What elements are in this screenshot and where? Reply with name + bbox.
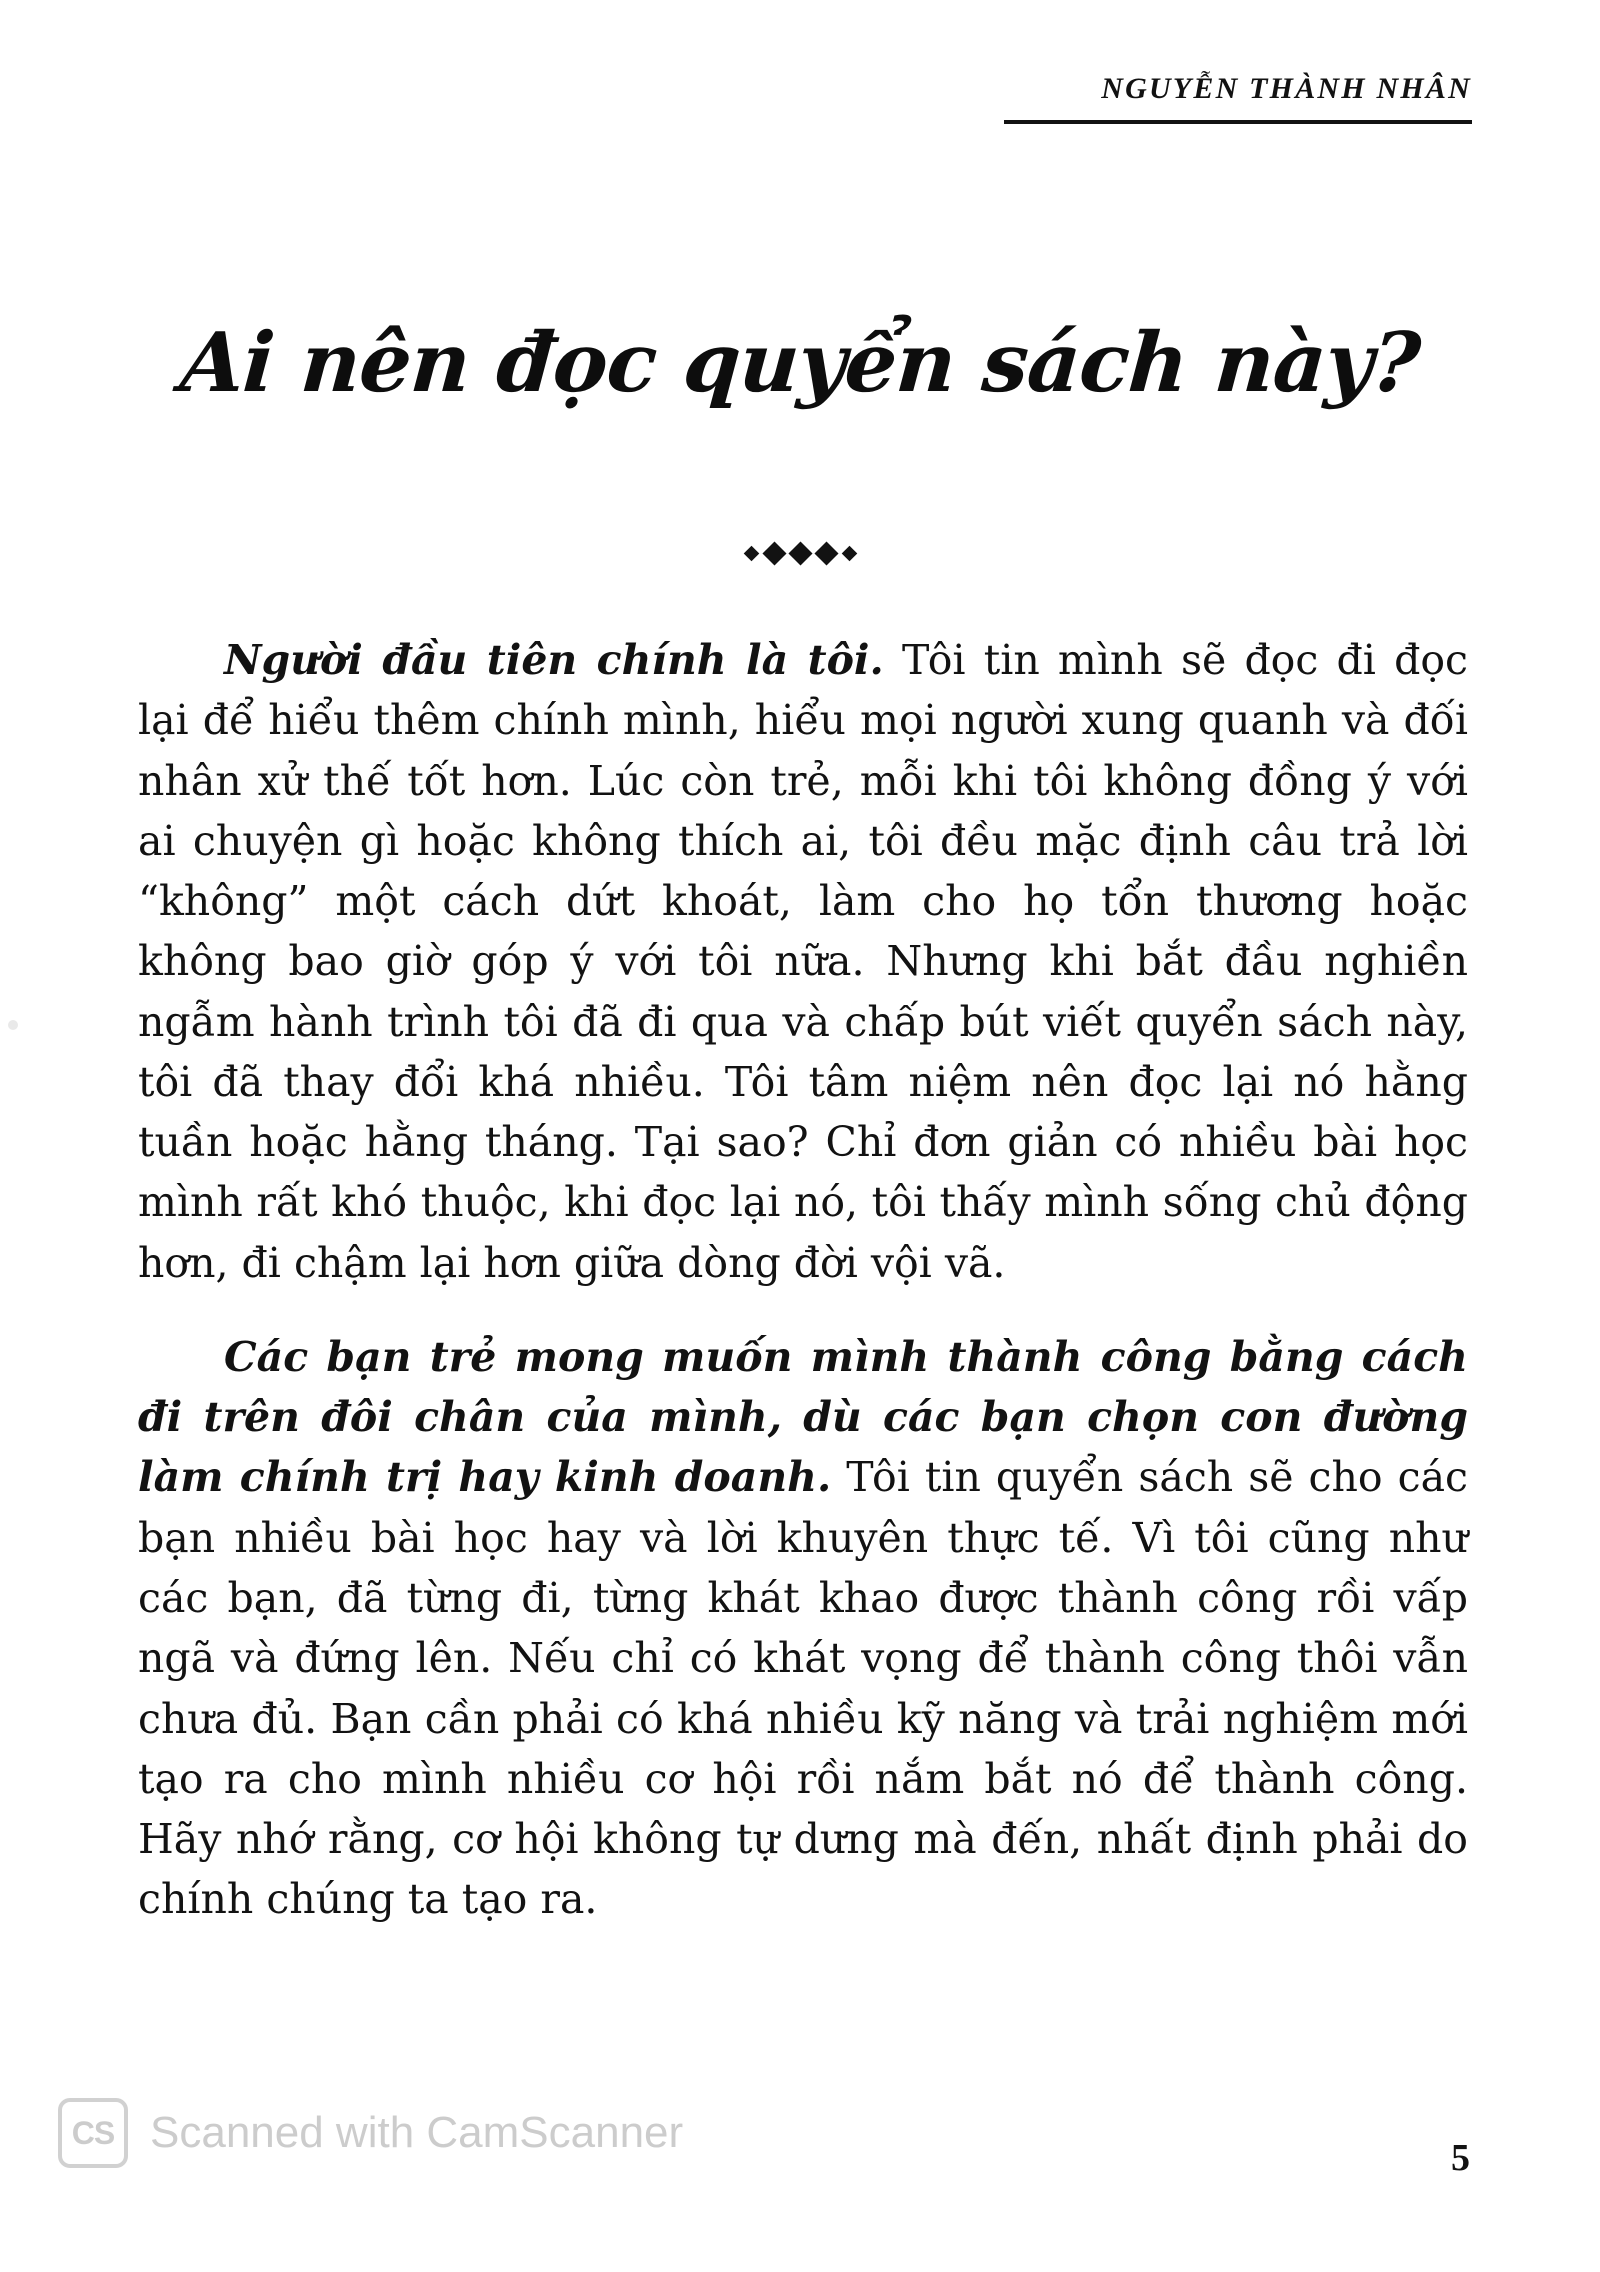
paragraph bbox=[138, 1327, 1468, 1930]
camscanner-label: Scanned with CamScanner bbox=[150, 2108, 684, 2157]
camscanner-icon: CS bbox=[58, 2098, 128, 2168]
page-number: 5 bbox=[1451, 2137, 1470, 2179]
chapter-title: Ai nên đọc quyển sách này? bbox=[177, 315, 1423, 411]
diamond-icon bbox=[743, 546, 759, 562]
paragraph-body: Tôi tin mình sẽ đọc đi đọc lại để hiểu thêm chính mình, hiểu mọi người xung quanh và đối nhân xử thế tốt hơn. Lúc còn trẻ, mỗi khi tôi không đồng ý với ai chuyện gì hoặc không thích ai, tôi đều mặc định câu trả lời “không” một cách dứt khoát, làm cho họ tổn thương hoặc không bao giờ góp ý với tôi nữa. Nhưng khi bắt đầu nghiền ngẫm hành trình tôi đã đi qua và chấp bút viết quyển sách này, tôi đã thay đổi khá nhiều. Tôi tâm niệm nên đọc lại nó hằng tuần hoặc hằng tháng. Tại sao? Chỉ đơn giản có nhiều bài học mình rất khó thuộc, khi đọc lại nó, tôi thấy mình sống chủ động hơn, đi chậm lại hơn giữa dòng đời vội vã. bbox=[138, 636, 1468, 1287]
body-text bbox=[138, 630, 1468, 1930]
paragraph-lead: Các bạn trẻ mong muốn mình thành công bằng cách đi trên đôi chân của mình, dù các bạn chọn con đường làm chính trị hay kinh doanh. bbox=[138, 1332, 1468, 1502]
paragraph-lead: Người đầu tiên chính là tôi. bbox=[224, 636, 884, 684]
paragraph bbox=[138, 630, 1468, 1293]
running-head-author: NGUYỄN THÀNH NHÂN bbox=[1101, 72, 1472, 105]
paragraph-body: Tôi tin quyển sách sẽ cho các bạn nhiều bài học hay và lời khuyên thực tế. Vì tôi cũng như các bạn, đã từng đi, từng khát khao được thành công rồi vấp ngã và đứng lên. Nếu chỉ có khát vọng để thành công thôi vẫn chưa đủ. Bạn cần phải có khá nhiều kỹ năng và trải nghiệm mới tạo ra cho mình nhiều cơ hội rồi nắm bắt nó để thành công. Hãy nhớ rằng, cơ hội không tự dưng mà đến, nhất định phải do chính chúng ta tạo ra. bbox=[138, 1453, 1469, 1924]
diamond-icon bbox=[788, 541, 812, 565]
diamond-divider bbox=[0, 545, 1600, 562]
running-head-rule bbox=[1004, 120, 1472, 124]
diamond-icon bbox=[814, 541, 838, 565]
diamond-icon bbox=[841, 546, 857, 562]
scan-edge-mark bbox=[8, 1020, 18, 1030]
diamond-icon bbox=[762, 541, 786, 565]
running-head bbox=[1004, 72, 1472, 124]
camscanner-watermark bbox=[58, 2098, 683, 2168]
